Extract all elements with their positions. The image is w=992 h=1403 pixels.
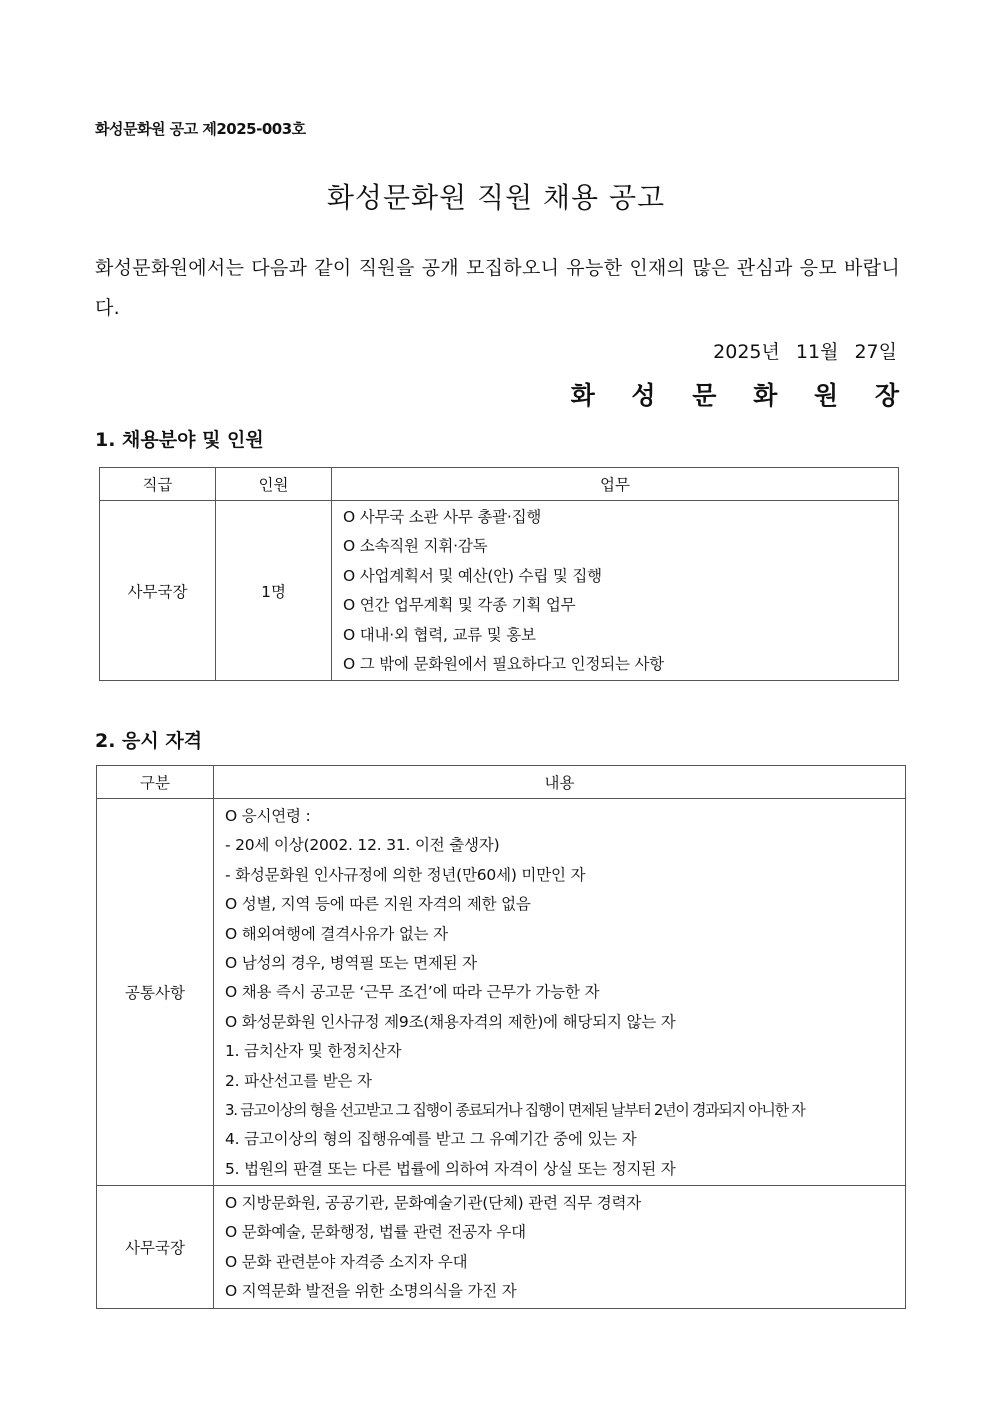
table-header-row [97, 766, 906, 799]
list-item: O 문화예술, 문화행정, 법률 관련 전공자 우대 [225, 1223, 526, 1242]
header-content: 내용 [214, 766, 906, 799]
list-item: O 성별, 지역 등에 따른 지원 자격의 제한 없음 [225, 895, 531, 914]
signer: 화 성 문 화 원 장 [570, 381, 913, 410]
table-header-row [100, 468, 899, 501]
notice-date: 2025년 11월 27일 [713, 341, 897, 363]
notice-number: 화성문화원 공고 제2025-003호 [95, 120, 306, 138]
content-cell [214, 1186, 906, 1309]
list-item: 5. 법원의 판결 또는 다른 법률에 의하여 자격이 상실 또는 정지된 자 [225, 1159, 676, 1178]
rank-cell: 사무국장 [100, 501, 216, 681]
section2-title: 2. 응시 자격 [95, 730, 203, 752]
list-item: O 연간 업무계획 및 각종 기획 업무 [343, 596, 576, 615]
category-cell: 사무국장 [97, 1186, 214, 1309]
header-category: 구분 [97, 766, 214, 799]
table-row [97, 799, 906, 1186]
count-cell: 1명 [216, 501, 332, 681]
list-item: O 지방문화원, 공공기관, 문화예술기관(단체) 관련 직무 경력자 [225, 1194, 642, 1213]
list-item: 2. 파산선고를 받은 자 [225, 1071, 372, 1090]
content-cell [214, 799, 906, 1186]
list-item: O 소속직원 지휘·감독 [343, 537, 488, 556]
category-cell: 공통사항 [97, 799, 214, 1186]
recruitment-table [99, 467, 899, 681]
document-title: 화성문화원 직원 채용 공고 [326, 181, 666, 214]
list-item: - 화성문화원 인사규정에 의한 정년(만60세) 미만인 자 [225, 865, 586, 884]
list-item: 4. 금고이상의 형의 집행유예를 받고 그 유예기간 중에 있는 자 [225, 1130, 637, 1149]
list-item: O 사무국 소관 사무 총괄·집행 [343, 508, 542, 526]
section1-title: 1. 채용분야 및 인원 [95, 429, 264, 451]
list-item: O 응시연령 : [225, 807, 311, 825]
list-item: O 남성의 경우, 병역필 또는 면제된 자 [225, 953, 477, 972]
list-item: O 화성문화원 인사규정 제9조(채용자격의 제한)에 해당되지 않는 자 [225, 1012, 676, 1031]
table-row [97, 1186, 906, 1309]
list-item: O 문화 관련분야 자격증 소지자 우대 [225, 1252, 468, 1271]
list-item: O 대내·외 협력, 교류 및 홍보 [343, 625, 536, 644]
intro-paragraph: 화성문화원에서는 다음과 같이 직원을 공개 모집하오니 유능한 인재의 많은 관심과 응모 바랍니다. [95, 257, 900, 319]
list-item: - 20세 이상(2002. 12. 31. 이전 출생자) [225, 836, 500, 855]
table-row [100, 501, 899, 681]
header-duties: 업무 [332, 468, 899, 501]
list-item: O 지역문화 발전을 위한 소명의식을 가진 자 [225, 1282, 517, 1301]
list-item: O 그 밖에 문화원에서 필요하다고 인정되는 사항 [343, 654, 665, 673]
duties-cell [332, 501, 899, 681]
header-rank: 직급 [100, 468, 216, 501]
list-item: 3. 금고이상의 형을 선고받고 그 집행이 종료되거나 집행이 면제된 날부터 2년이 경과되지 아니한 자 [225, 1100, 805, 1119]
header-count: 인원 [216, 468, 332, 501]
qualification-table [96, 765, 906, 1309]
list-item: 1. 금치산자 및 한정치산자 [225, 1042, 402, 1061]
list-item: O 해외여행에 결격사유가 없는 자 [225, 924, 448, 943]
list-item: O 채용 즉시 공고문 ‘근무 조건’에 따라 근무가 가능한 자 [225, 983, 600, 1002]
list-item: O 사업계획서 및 예산(안) 수립 및 집행 [343, 566, 602, 585]
